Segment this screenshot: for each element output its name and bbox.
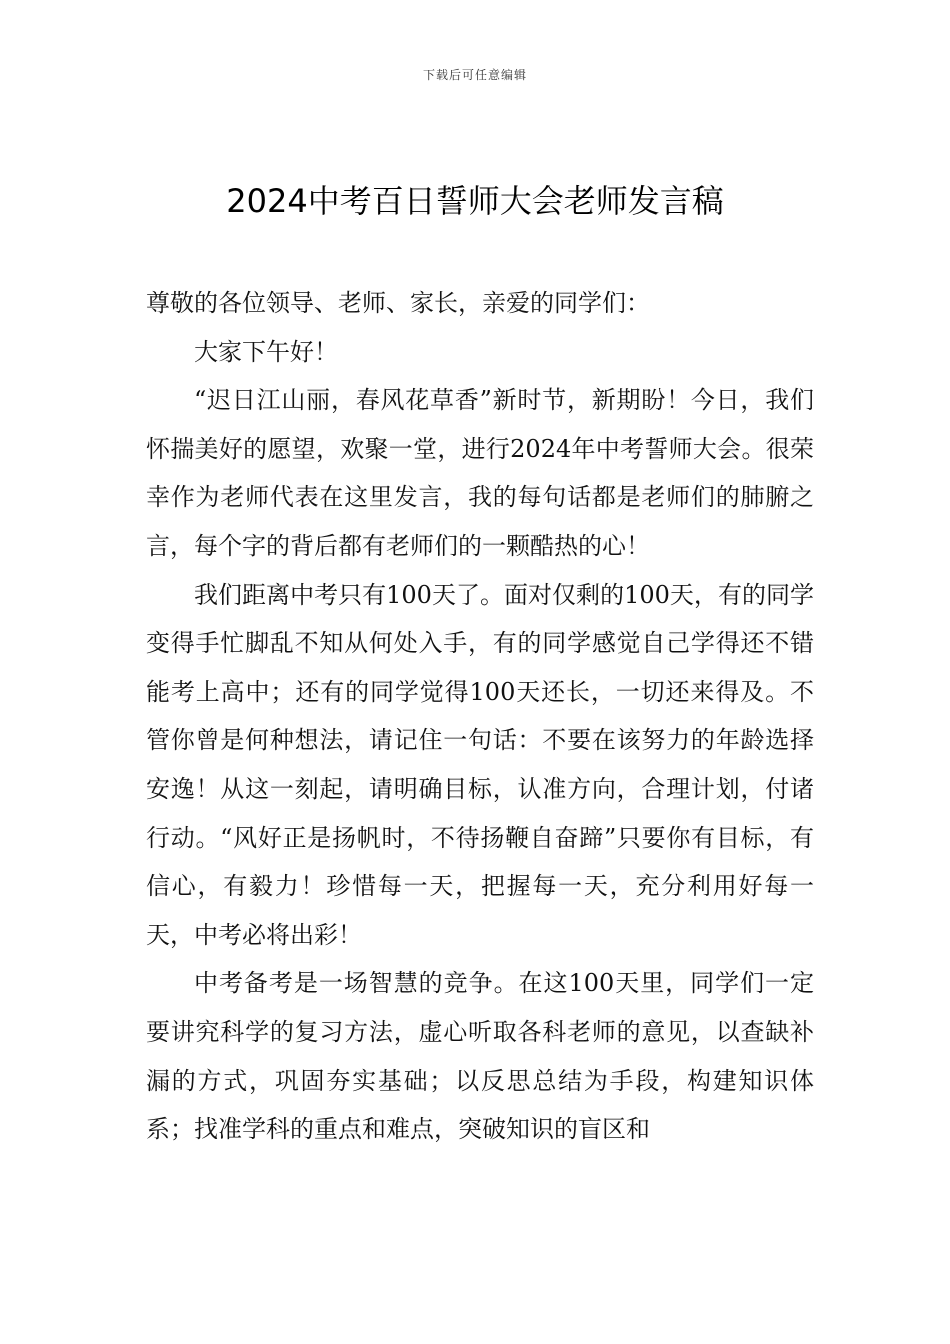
document-title: 2024中考百日誓师大会老师发言稿 [226, 182, 724, 220]
header-note: 下载后可任意编辑 [422, 68, 527, 82]
paragraph-study-methods: 中考备考是一场智慧的竞争。在这100天里，同学们一定要讲究科学的复习方法，虚心听取各科老师的意见，以查缺补漏的方式，巩固夯实基础；以反思总结为手段，构建知识体系；找准学科的重点和难点，突破知识的盲区和 [146, 969, 814, 1144]
document-body [146, 279, 814, 1154]
salutation: 尊敬的各位领导、老师、家长，亲爱的同学们： [146, 289, 650, 317]
paragraph-greeting: 大家下午好！ [194, 337, 338, 366]
paragraph-opening: “迟日江山丽，春风花草香”新时节，新期盼！今日，我们怀揣美好的愿望，欢聚一堂，进行2024年中考誓师大会。很荣幸作为老师代表在这里发言，我的每句话都是老师们的肺腑之言，每个字的背后都有老师们的一颗酷热的心！ [146, 386, 814, 560]
paragraph-countdown: 我们距离中考只有100天了。面对仅剩的100天，有的同学变得手忙脚乱不知从何处入手，有的同学感觉自己学得还不错能考上高中；还有的同学觉得100天还长，一切还来得及。不管你曾是何种想法，请记住一句话：不要在该努力的年龄选择安逸！从这一刻起，请明确目标，认准方向，合理计划，付诸行动。“风好正是扬帆时，不待扬鞭自奋蹄”只要你有目标，有信心，有毅力！珍惜每一天，把握每一天，充分利用好每一天，中考必将出彩！ [146, 580, 814, 949]
